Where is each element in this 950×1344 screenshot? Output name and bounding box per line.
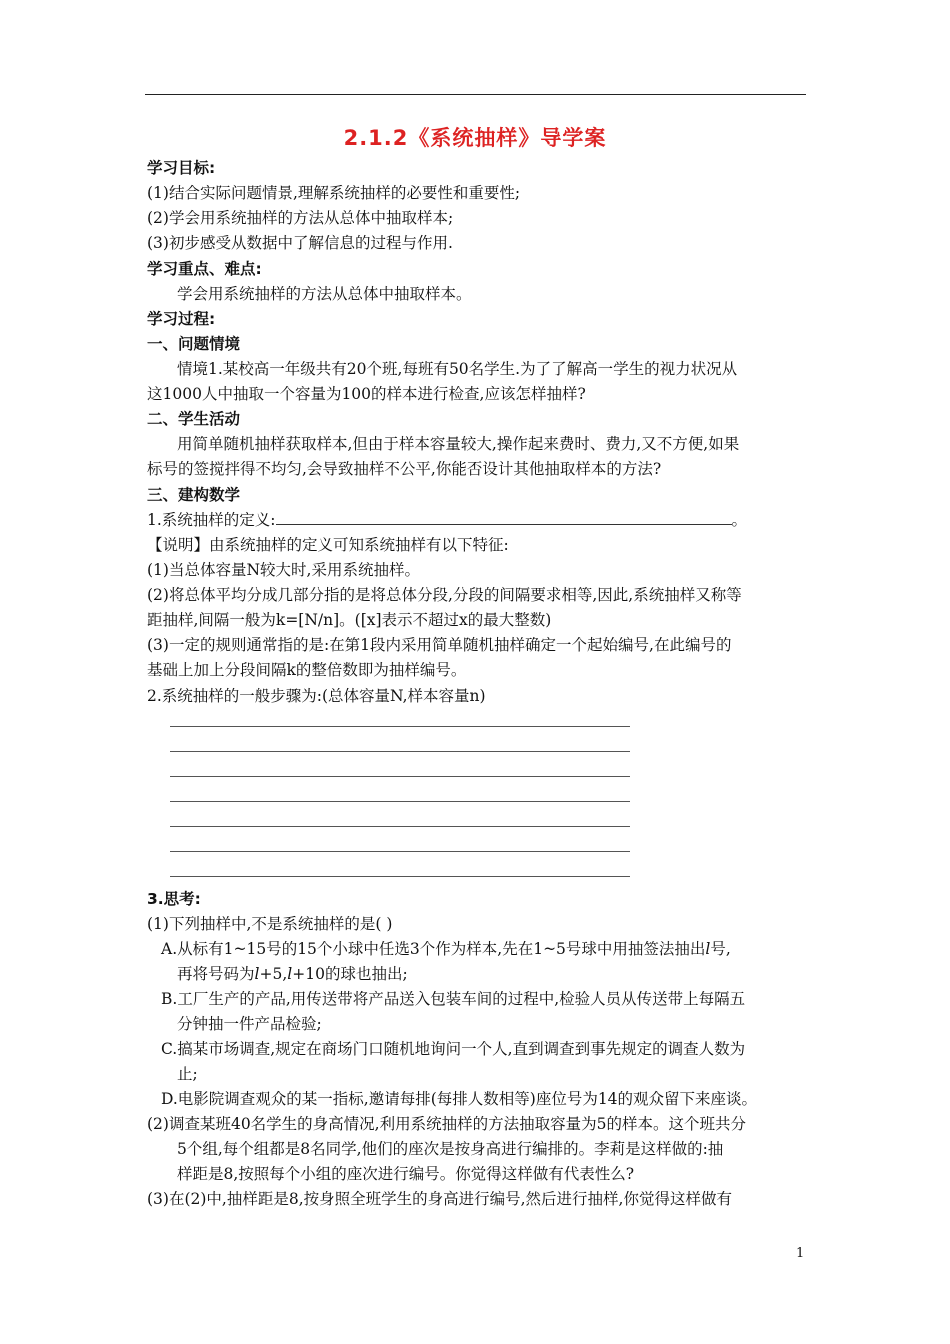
option-a-cont-tail: +10的球也抽出; <box>292 965 408 983</box>
option-d: D.电影院调查观众的某一指标,邀请每排(每排人数相等)座位号为14的观众留下来座谈。 <box>161 1090 758 1108</box>
question-2-cont: 样距是8,按照每个小组的座次进行编号。你觉得这样做有代表性么? <box>177 1165 635 1183</box>
answer-blank-line[interactable] <box>170 801 630 802</box>
page-title: 2.1.2《系统抽样》导学案 <box>343 126 607 150</box>
steps-heading: 2.系统抽样的一般步骤为:(总体容量N,样本容量n) <box>147 687 486 705</box>
note-line: (3)一定的规则通常指的是:在第1段内采用简单随机抽样确定一个起始编号,在此编号的 <box>147 636 732 654</box>
section1-line: 情境1.某校高一年级共有20个班,每班有50名学生.为了了解高一学生的视力状况从 <box>177 360 738 378</box>
answer-blank-line[interactable] <box>170 751 630 752</box>
definition-label: 1.系统抽样的定义: <box>147 511 276 529</box>
section1-line: 这1000人中抽取一个容量为100的样本进行检查,应该怎样抽样? <box>147 385 586 403</box>
page-number: 1 <box>796 1246 805 1261</box>
question-2: (2)调查某班40名学生的身高情况,利用系统抽样的方法抽取容量为5的样本。这个班共分 <box>147 1115 746 1133</box>
option-a-cont-pre: 再将号码为 <box>177 965 255 983</box>
objective-item: (1)结合实际问题情景,理解系统抽样的必要性和重要性; <box>147 184 521 202</box>
section2-heading: 二、学生活动 <box>147 410 241 428</box>
option-c: C.搞某市场调查,规定在商场门口随机地询问一个人,直到调查到事先规定的调查人数为 <box>161 1040 746 1058</box>
section2-line: 标号的签搅拌得不均匀,会导致抽样不公平,你能否设计其他抽取样本的方法? <box>147 460 662 478</box>
option-b: B.工厂生产的产品,用传送带将产品送入包装车间的过程中,检验人员从传送带上每隔五 <box>161 990 746 1008</box>
option-a-text: A.从标有1~15号的15个小球中任选3个作为样本,先在1~5号球中用抽签法抽出 <box>161 940 706 958</box>
option-a <box>161 939 731 959</box>
question-1: (1)下列抽样中,不是系统抽样的是( ) <box>147 915 393 933</box>
section2-line: 用简单随机抽样获取样本,但由于样本容量较大,操作起来费时、费力,又不方便,如果 <box>177 435 740 453</box>
question-2-cont: 5个组,每个组都是8名同学,他们的座次是按身高进行编排的。李莉是这样做的:抽 <box>177 1140 724 1158</box>
option-a-cont-mid: +5, <box>259 965 288 983</box>
option-a-var: l <box>705 940 711 958</box>
definition-line <box>147 510 747 530</box>
section3-heading: 三、建构数学 <box>147 486 241 504</box>
option-a-cont-var2: l <box>287 965 293 983</box>
objective-item: (3)初步感受从数据中了解信息的过程与作用. <box>147 234 453 252</box>
option-a-cont-var1: l <box>254 965 260 983</box>
note-line: 基础上加上分段间隔k的整倍数即为抽样编号。 <box>147 661 467 679</box>
answer-blank-line[interactable] <box>170 726 630 727</box>
answer-blank-line[interactable] <box>170 851 630 852</box>
note-line: 距抽样,间隔一般为k=[N/n]。([x]表示不超过x的最大整数) <box>147 611 552 629</box>
key-points-heading: 学习重点、难点: <box>147 260 262 278</box>
section1-heading: 一、问题情境 <box>147 335 241 353</box>
answer-blank-line[interactable] <box>170 876 630 877</box>
option-c-cont: 止; <box>177 1065 198 1083</box>
definition-blank[interactable] <box>276 510 732 525</box>
note-line: (2)将总体平均分成几部分指的是将总体分段,分段的间隔要求相等,因此,系统抽样又称等 <box>147 586 742 604</box>
answer-blank-line[interactable] <box>170 776 630 777</box>
note-line: 【说明】由系统抽样的定义可知系统抽样有以下特征: <box>147 536 509 554</box>
question-3: (3)在(2)中,抽样距是8,按身照全班学生的身高进行编号,然后进行抽样,你觉得这样做有 <box>147 1190 732 1208</box>
header-rule <box>145 94 806 95</box>
option-a-cont <box>177 964 408 984</box>
option-a-tail: 号, <box>710 940 731 958</box>
option-b-cont: 分钟抽一件产品检验; <box>177 1015 322 1033</box>
objectives-heading: 学习目标: <box>147 159 216 177</box>
answer-blank-line[interactable] <box>170 826 630 827</box>
note-line: (1)当总体容量N较大时,采用系统抽样。 <box>147 561 420 579</box>
process-heading: 学习过程: <box>147 310 216 328</box>
key-points-text: 学会用系统抽样的方法从总体中抽取样本。 <box>177 285 472 303</box>
definition-end: 。 <box>731 511 748 529</box>
think-heading: 3.思考: <box>147 890 201 908</box>
objective-item: (2)学会用系统抽样的方法从总体中抽取样本; <box>147 209 454 227</box>
